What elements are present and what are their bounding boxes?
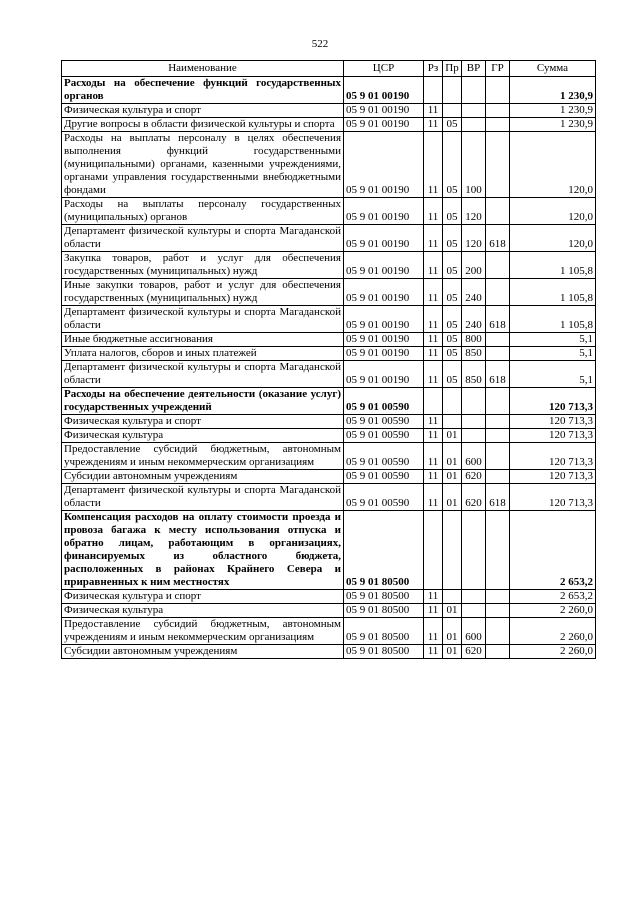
cell-pr: 05 [443,225,462,252]
cell-sum: 1 230,9 [510,77,596,104]
cell-gr: 618 [486,306,510,333]
cell-vr: 240 [462,306,486,333]
cell-gr [486,333,510,347]
cell-name: Физическая культура [62,604,344,618]
cell-sum: 1 105,8 [510,306,596,333]
cell-sum: 120 713,3 [510,415,596,429]
cell-name: Физическая культура и спорт [62,590,344,604]
cell-csr: 05 9 01 00190 [344,252,424,279]
table-row [62,333,596,347]
cell-rz [424,77,443,104]
table-row [62,618,596,645]
cell-name: Субсидии автономным учреждениям [62,470,344,484]
budget-table [61,60,596,659]
cell-sum: 1 105,8 [510,279,596,306]
cell-gr [486,470,510,484]
cell-rz: 11 [424,198,443,225]
cell-pr: 01 [443,429,462,443]
cell-rz: 11 [424,225,443,252]
cell-name: Департамент физической культуры и спорта Магаданской области [62,361,344,388]
cell-rz: 11 [424,347,443,361]
cell-csr: 05 9 01 80500 [344,590,424,604]
cell-sum: 120,0 [510,198,596,225]
cell-gr [486,590,510,604]
table-row [62,388,596,415]
cell-sum: 120 713,3 [510,388,596,415]
cell-gr [486,388,510,415]
cell-rz: 11 [424,118,443,132]
cell-csr: 05 9 01 00590 [344,443,424,470]
cell-rz: 11 [424,252,443,279]
cell-gr [486,604,510,618]
cell-sum: 1 105,8 [510,252,596,279]
table-row [62,77,596,104]
cell-rz: 11 [424,590,443,604]
cell-vr: 240 [462,279,486,306]
cell-gr: 618 [486,225,510,252]
cell-name: Физическая культура [62,429,344,443]
cell-name: Департамент физической культуры и спорта Магаданской области [62,225,344,252]
table-row [62,252,596,279]
cell-sum: 5,1 [510,361,596,388]
cell-pr [443,77,462,104]
cell-rz: 11 [424,306,443,333]
table-row [62,361,596,388]
cell-csr: 05 9 01 00190 [344,347,424,361]
cell-pr: 01 [443,618,462,645]
cell-rz: 11 [424,429,443,443]
cell-csr: 05 9 01 00590 [344,388,424,415]
header-csr: ЦСР [344,61,424,77]
cell-rz: 11 [424,333,443,347]
cell-vr: 620 [462,645,486,659]
table-row [62,118,596,132]
cell-vr [462,590,486,604]
cell-pr: 05 [443,118,462,132]
cell-pr [443,590,462,604]
cell-pr [443,415,462,429]
cell-name: Департамент физической культуры и спорта Магаданской области [62,484,344,511]
cell-gr [486,104,510,118]
table-body [62,77,596,659]
table-row [62,443,596,470]
cell-sum: 120,0 [510,225,596,252]
cell-sum: 120 713,3 [510,443,596,470]
cell-vr [462,77,486,104]
cell-csr: 05 9 01 00590 [344,415,424,429]
cell-name: Иные закупки товаров, работ и услуг для обеспечения государственных (муниципальных) нужд [62,279,344,306]
cell-name: Расходы на выплаты персоналу в целях обеспечения выполнения функций государственными (муниципальными) органами, казенными учреждениями, органами управления государственными внебюджетными фондами [62,132,344,198]
cell-pr: 05 [443,333,462,347]
cell-gr [486,443,510,470]
table-header-row [62,61,596,77]
table-row [62,347,596,361]
table-row [62,604,596,618]
cell-pr: 05 [443,132,462,198]
header-name: Наименование [62,61,344,77]
cell-gr [486,77,510,104]
cell-vr [462,104,486,118]
cell-rz: 11 [424,618,443,645]
cell-vr: 850 [462,361,486,388]
cell-rz: 11 [424,279,443,306]
cell-rz [424,388,443,415]
cell-vr: 600 [462,618,486,645]
cell-vr: 120 [462,198,486,225]
cell-pr: 01 [443,645,462,659]
cell-name: Предоставление субсидий бюджетным, автономным учреждениям и иным некоммерческим организациям [62,443,344,470]
cell-name: Другие вопросы в области физической культуры и спорта [62,118,344,132]
cell-pr: 01 [443,604,462,618]
cell-csr: 05 9 01 80500 [344,618,424,645]
table-row [62,645,596,659]
cell-pr: 01 [443,443,462,470]
cell-csr: 05 9 01 80500 [344,604,424,618]
cell-csr: 05 9 01 00190 [344,77,424,104]
cell-name: Расходы на выплаты персоналу государственных (муниципальных) органов [62,198,344,225]
cell-sum: 2 260,0 [510,604,596,618]
cell-vr: 850 [462,347,486,361]
cell-csr: 05 9 01 80500 [344,645,424,659]
cell-rz [424,511,443,590]
table-row [62,470,596,484]
cell-csr: 05 9 01 00190 [344,279,424,306]
cell-sum: 120,0 [510,132,596,198]
cell-vr [462,511,486,590]
table-row [62,511,596,590]
cell-sum: 5,1 [510,347,596,361]
cell-name: Физическая культура и спорт [62,104,344,118]
cell-name: Расходы на обеспечение деятельности (оказание услуг) государственных учреждений [62,388,344,415]
cell-pr: 05 [443,306,462,333]
cell-gr [486,347,510,361]
cell-pr: 05 [443,361,462,388]
cell-sum: 2 653,2 [510,511,596,590]
cell-sum: 1 230,9 [510,104,596,118]
cell-pr [443,388,462,415]
cell-sum: 120 713,3 [510,429,596,443]
cell-csr: 05 9 01 80500 [344,511,424,590]
cell-vr [462,415,486,429]
cell-sum: 120 713,3 [510,484,596,511]
header-sum: Сумма [510,61,596,77]
cell-pr [443,511,462,590]
cell-pr: 05 [443,347,462,361]
cell-vr [462,429,486,443]
header-gr: ГР [486,61,510,77]
cell-pr [443,104,462,118]
cell-gr: 618 [486,361,510,388]
cell-name: Закупка товаров, работ и услуг для обеспечения государственных (муниципальных) нужд [62,252,344,279]
table-row [62,429,596,443]
cell-csr: 05 9 01 00190 [344,104,424,118]
cell-rz: 11 [424,361,443,388]
cell-name: Физическая культура и спорт [62,415,344,429]
cell-rz: 11 [424,104,443,118]
cell-name: Департамент физической культуры и спорта Магаданской области [62,306,344,333]
header-vr: ВР [462,61,486,77]
cell-name: Субсидии автономным учреждениям [62,645,344,659]
table-row [62,104,596,118]
cell-name: Компенсация расходов на оплату стоимости проезда и провоза багажа к месту использования отпуска и обратно лицам, работающим в организациях, финансируемых из областного бюджета, расположенных в районах Крайнего Севера и приравненных к ним местностях [62,511,344,590]
cell-sum: 2 260,0 [510,645,596,659]
cell-name: Предоставление субсидий бюджетным, автономным учреждениям и иным некоммерческим организациям [62,618,344,645]
cell-rz: 11 [424,470,443,484]
cell-csr: 05 9 01 00190 [344,306,424,333]
cell-csr: 05 9 01 00190 [344,333,424,347]
cell-pr: 01 [443,484,462,511]
cell-vr: 600 [462,443,486,470]
cell-gr [486,429,510,443]
cell-gr [486,618,510,645]
cell-rz: 11 [424,443,443,470]
table-row [62,484,596,511]
cell-pr: 01 [443,470,462,484]
table-row [62,198,596,225]
cell-pr: 05 [443,198,462,225]
cell-csr: 05 9 01 00190 [344,361,424,388]
cell-gr [486,198,510,225]
cell-gr [486,279,510,306]
cell-gr [486,118,510,132]
cell-gr [486,645,510,659]
cell-rz: 11 [424,484,443,511]
cell-gr [486,132,510,198]
cell-sum: 2 653,2 [510,590,596,604]
cell-name: Расходы на обеспечение функций государственных органов [62,77,344,104]
page-number: 522 [311,38,329,50]
cell-csr: 05 9 01 00190 [344,198,424,225]
table-row [62,225,596,252]
cell-pr: 05 [443,279,462,306]
cell-sum: 5,1 [510,333,596,347]
cell-name: Уплата налогов, сборов и иных платежей [62,347,344,361]
cell-csr: 05 9 01 00590 [344,470,424,484]
cell-vr: 800 [462,333,486,347]
table-row [62,306,596,333]
table-row [62,132,596,198]
header-rz: Рз [424,61,443,77]
cell-vr: 620 [462,484,486,511]
cell-vr [462,388,486,415]
cell-rz: 11 [424,645,443,659]
cell-csr: 05 9 01 00190 [344,225,424,252]
cell-vr: 200 [462,252,486,279]
cell-rz: 11 [424,415,443,429]
cell-vr [462,604,486,618]
cell-rz: 11 [424,604,443,618]
cell-gr [486,511,510,590]
table-row [62,279,596,306]
header-pr: Пр [443,61,462,77]
cell-csr: 05 9 01 00590 [344,429,424,443]
cell-sum: 1 230,9 [510,118,596,132]
cell-csr: 05 9 01 00590 [344,484,424,511]
cell-gr: 618 [486,484,510,511]
cell-sum: 2 260,0 [510,618,596,645]
cell-sum: 120 713,3 [510,470,596,484]
cell-vr: 120 [462,225,486,252]
cell-vr: 100 [462,132,486,198]
cell-csr: 05 9 01 00190 [344,118,424,132]
table-row [62,590,596,604]
cell-gr [486,415,510,429]
cell-gr [486,252,510,279]
table-row [62,415,596,429]
cell-vr [462,118,486,132]
cell-pr: 05 [443,252,462,279]
cell-name: Иные бюджетные ассигнования [62,333,344,347]
cell-csr: 05 9 01 00190 [344,132,424,198]
cell-rz: 11 [424,132,443,198]
cell-vr: 620 [462,470,486,484]
